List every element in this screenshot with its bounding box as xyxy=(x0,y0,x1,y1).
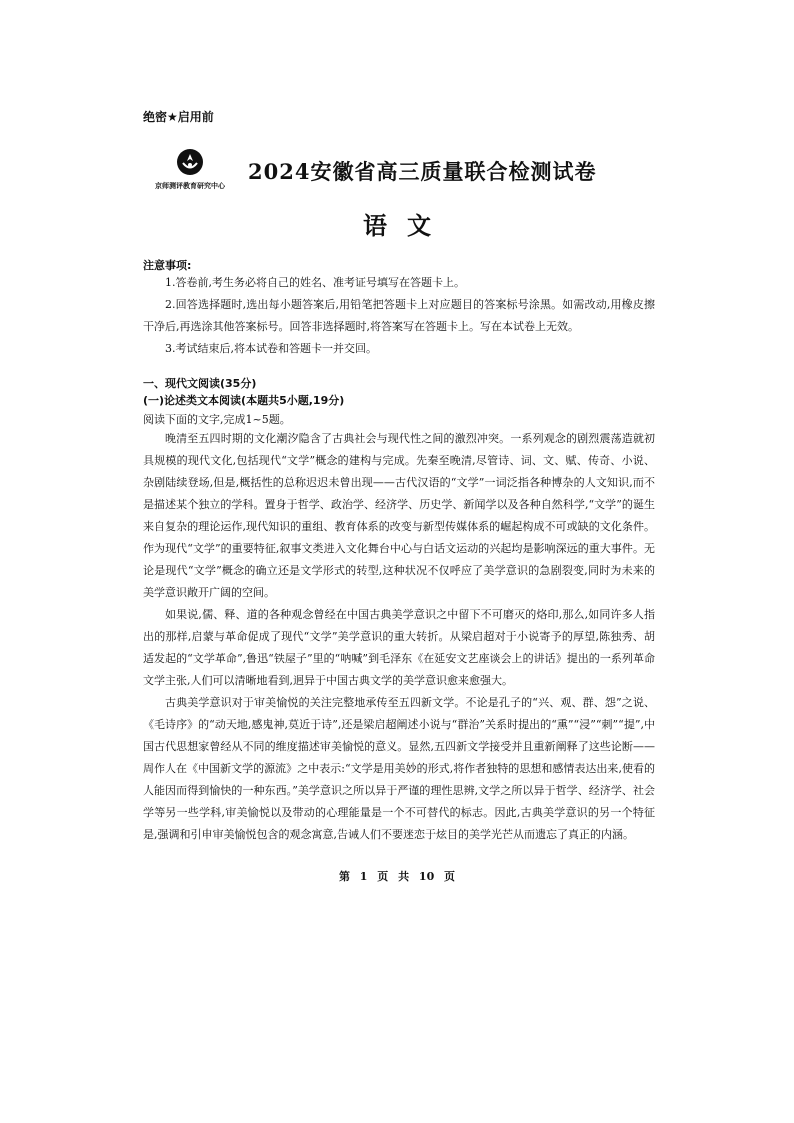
subject-title: 语文 xyxy=(363,211,451,240)
note-item: 3.考试结束后,将本试卷和答题卡一并交回。 xyxy=(165,342,377,355)
passage-paragraph: 晚清至五四时期的文化潮汐隐含了古典社会与现代性之间的激烈冲突。一系列观念的剧烈震荡造就初具规模的现代文化,包括现代“文学”概念的建构与完成。先秦至晚清,尽管诗、词、文、赋、传奇、小说、杂剧陆续登场,但是,概括性的总称迟迟未曾出现——古代汉语的“文学”一词泛指各种博杂的人文知识,而不是描述某个独立的学科。置身于哲学、政治学、经济学、历史学、新闻学以及各种自然科学,“文学”的诞生来自复杂的理论运作,现代知识的重组、教育体系的改变与新型传媒体系的崛起构成不可或缺的文化条件。作为现代“文学”的重要特征,叙事文类进入文化舞台中心与白话文运动的兴起均是影响深远的重大事件。无论是现代“文学”概念的确立还是文学形式的转型,这种状况不仅呼应了美学意识的急剧裂变,同时为未来的美学意识敞开广阔的空间。 xyxy=(143,432,655,599)
notes-list xyxy=(143,272,655,360)
reading-instruction: 阅读下面的文字,完成1~5题。 xyxy=(143,413,291,426)
publisher-logo xyxy=(140,148,240,194)
logo-text: 京师测评教育研究中心 xyxy=(155,182,225,190)
page-number: 第 1 页 共 10 页 xyxy=(338,870,456,883)
note-item: 1.答卷前,考生务必将自己的姓名、准考证号填写在答题卡上。 xyxy=(165,276,465,289)
logo-emblem-icon xyxy=(176,148,204,176)
confidential-label: 绝密★启用前 xyxy=(143,110,214,124)
note-item: 2.回答选择题时,选出每小题答案后,用铅笔把答题卡上对应题目的答案标号涂黑。如需改动,用橡皮擦干净后,再选涂其他答案标号。回答非选择题时,将答案写在答题卡上。写在本试卷上无效。 xyxy=(143,298,655,333)
exam-title: 2024安徽省高三质量联合检测试卷 xyxy=(248,159,597,184)
passage-paragraph: 如果说,儒、释、道的各种观念曾经在中国古典美学意识之中留下不可磨灭的烙印,那么,如同许多人指出的那样,启蒙与革命促成了现代“文学”美学意识的重大转折。从梁启超对于小说寄予的厚望,陈独秀、胡适发起的“文学革命”,鲁迅“铁屋子”里的“呐喊”到毛泽东《在延安文艺座谈会上的讲话》提出的一系列革命文学主张,人们可以清晰地看到,迥异于中国古典文学的美学意识愈来愈强大。 xyxy=(143,608,655,687)
reading-passage xyxy=(143,428,655,846)
section-title: 一、现代文阅读(35分) xyxy=(143,377,257,390)
notes-heading: 注意事项: xyxy=(143,259,192,272)
subsection-title: (一)论述类文本阅读(本题共5小题,19分) xyxy=(143,394,345,407)
passage-paragraph: 古典美学意识对于审美愉悦的关注完整地承传至五四新文学。不论是孔子的“兴、观、群、怨”之说、《毛诗序》的“动天地,感鬼神,莫近于诗”,还是梁启超阐述小说与“群治”关系时提出的“熏”“浸”“刺”“提”,中国古代思想家曾经从不同的维度描述审美愉悦的意义。显然,五四新文学接受并且重新阐释了这些论断——周作人在《中国新文学的源流》之中表示:“文学是用美妙的形式,将作者独特的思想和感情表达出来,使看的人能因而得到愉快的一种东西。”美学意识之所以异于严谨的理性思辨,文学之所以异于哲学、经济学、社会学等另一些学科,审美愉悦以及带动的心理能量是一个不可替代的标志。因此,古典美学意识的另一个特征是,强调和引申审美愉悦包含的观念寓意,告诫人们不要迷恋于炫目的美学光芒从而遗忘了真正的内涵。 xyxy=(143,696,655,841)
